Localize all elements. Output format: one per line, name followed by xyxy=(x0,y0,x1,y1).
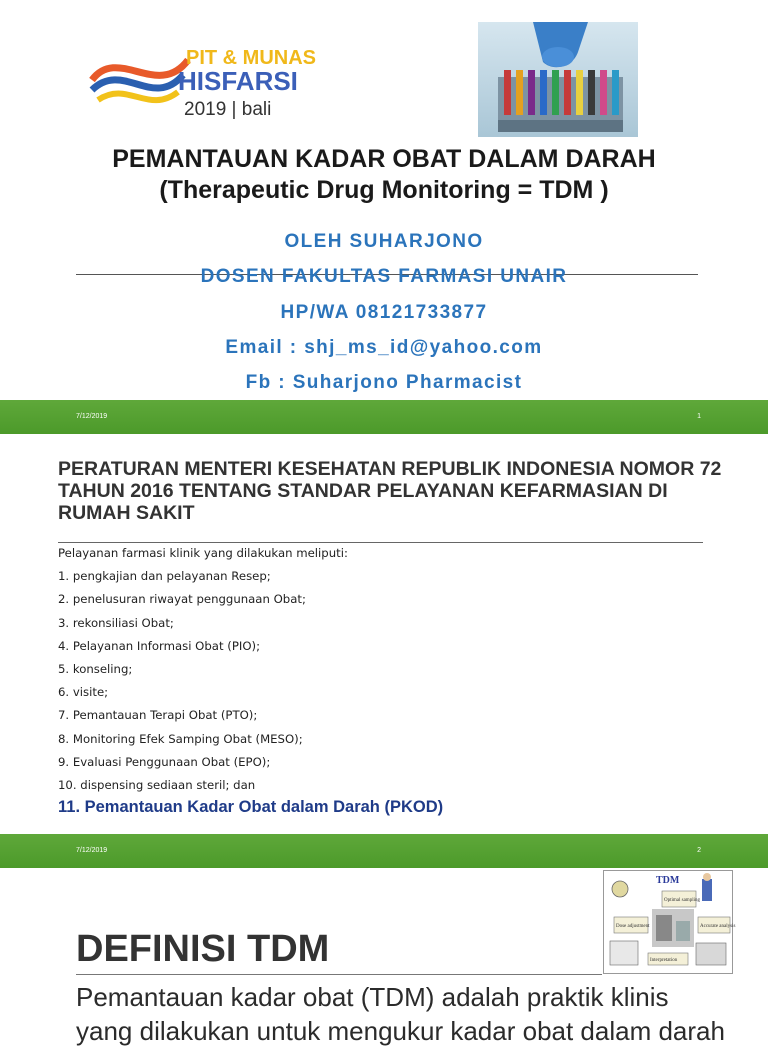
author-facebook: Fb : Suharjono Pharmacist xyxy=(245,372,523,393)
slide-3 xyxy=(0,868,768,1046)
footer-page-number: 1 xyxy=(697,413,701,420)
service-list xyxy=(58,542,348,797)
diagram-label: Optimal sampling xyxy=(664,898,700,903)
definition-body xyxy=(76,980,776,1048)
list-item: 4. Pelayanan Informasi Obat (PIO); xyxy=(58,638,261,653)
list-item: 2. penelusuran riwayat penggunaan Obat; xyxy=(58,592,306,607)
definition-line-2: yang dilakukan untuk mengukur kadar obat dalam darah xyxy=(76,1016,725,1046)
divider-line xyxy=(76,974,602,975)
slide-2-footer xyxy=(0,834,768,868)
list-item: 3. rekonsiliasi Obat; xyxy=(58,615,174,630)
slide-1 xyxy=(0,0,768,400)
list-item: 5. konseling; xyxy=(58,661,133,676)
title-line-2: (Therapeutic Drug Monitoring = TDM ) xyxy=(159,176,609,204)
list-item: 6. visite; xyxy=(58,685,109,700)
footer-date: 7/12/2019 xyxy=(76,847,108,854)
list-item: 1. pengkajian dan pelayanan Resep; xyxy=(58,569,271,584)
diagram-title: TDM xyxy=(656,875,680,886)
list-item: 10. dispensing sediaan steril; dan xyxy=(58,777,256,792)
footer-date: 7/12/2019 xyxy=(76,413,108,420)
definition-line-1: Pemantauan kadar obat (TDM) adalah praktik klinis xyxy=(76,982,669,1012)
logo-line-2: HISFARSI xyxy=(178,66,298,96)
author-email: Email : shj_ms_id@yahoo.com xyxy=(225,337,543,358)
list-item: 8. Monitoring Efek Samping Obat (MESO); xyxy=(58,731,303,746)
list-item: 7. Pemantauan Terapi Obat (PTO); xyxy=(58,708,258,723)
highlight-item: 11. Pemantauan Kadar Obat dalam Darah (PKOD) xyxy=(58,798,444,816)
title-line-1: PEMANTAUAN KADAR OBAT DALAM DARAH xyxy=(112,145,656,173)
slide-2 xyxy=(0,434,768,834)
hisfarsi-logo xyxy=(88,40,320,122)
list-item: Pelayanan farmasi klinik yang dilakukan meliputi: xyxy=(58,546,348,560)
list-item: 9. Evaluasi Penggunaan Obat (EPO); xyxy=(58,754,271,769)
slide-1-footer xyxy=(0,400,768,434)
tdm-diagram xyxy=(603,870,736,974)
definition-title: DEFINISI TDM xyxy=(76,928,330,970)
diagram-label: Interpretation xyxy=(650,958,678,963)
logo-line-3: 2019 | bali xyxy=(184,99,272,120)
author-name: OLEH SUHARJONO xyxy=(284,231,484,252)
logo-line-1: PIT & MUNAS xyxy=(186,47,316,69)
author-phone: HP/WA 08121733877 xyxy=(280,302,488,323)
diagram-label: Accurate analysis xyxy=(700,924,736,929)
footer-page-number: 2 xyxy=(697,847,701,854)
author-affiliation: DOSEN FAKULTAS FARMASI UNAIR xyxy=(200,266,568,287)
regulation-title: PERATURAN MENTERI KESEHATAN REPUBLIK INDONESIA NOMOR 72 TAHUN 2016 TENTANG STANDAR PELAYANAN KEFARMASIAN DI RUMAH SAKIT xyxy=(58,458,722,524)
diagram-label: Dose adjustment xyxy=(616,924,650,929)
blood-tubes-photo xyxy=(478,22,638,137)
